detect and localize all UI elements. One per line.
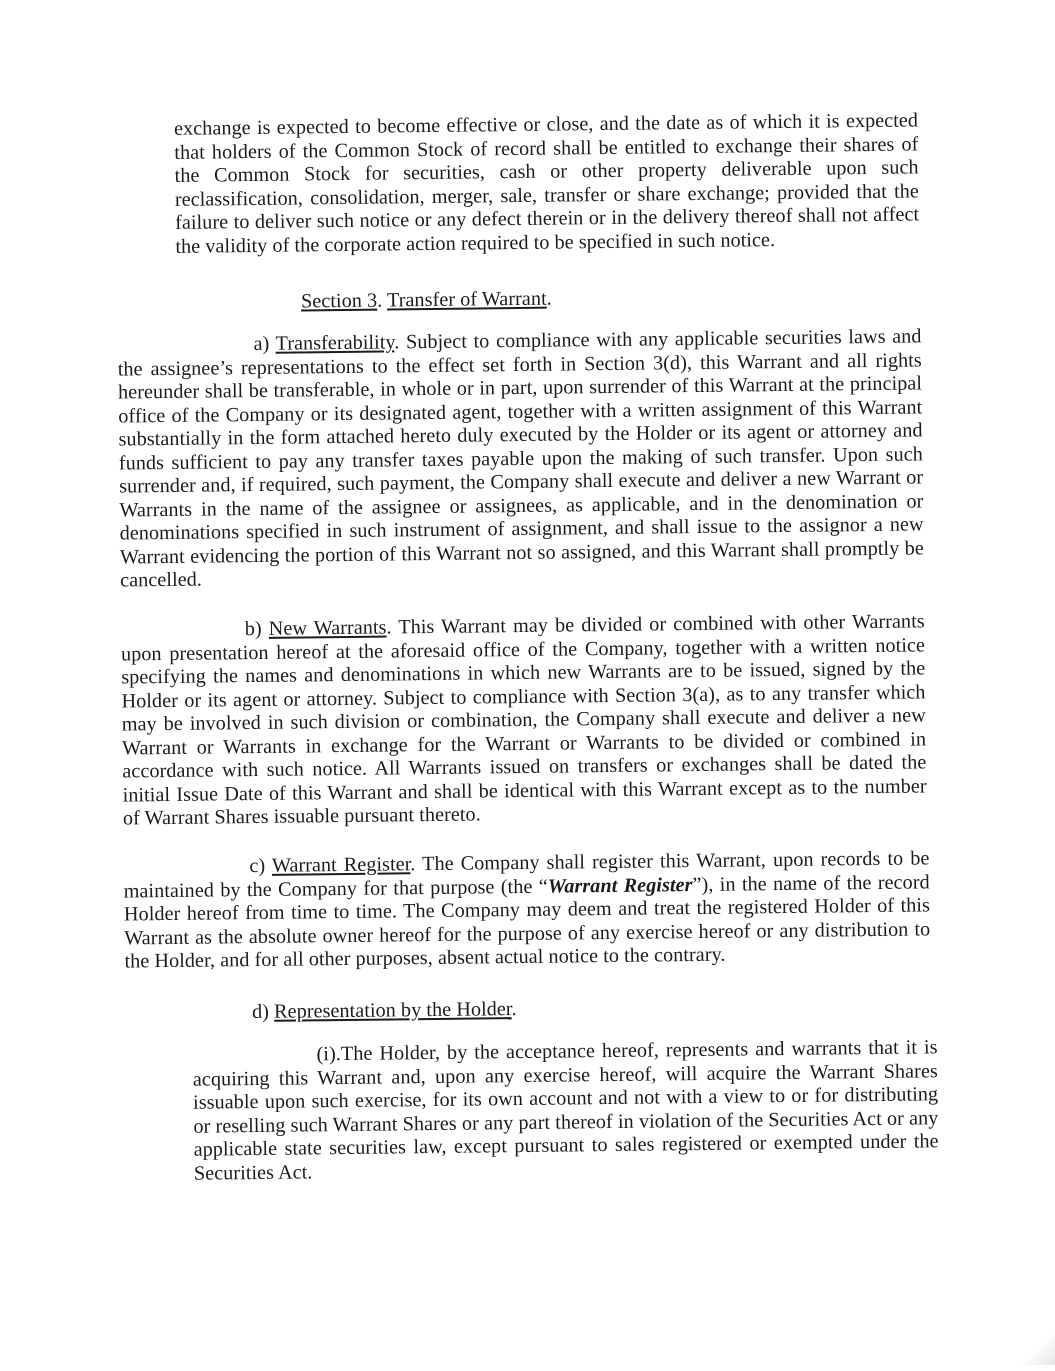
section-end: . [546, 287, 552, 310]
scan-corner-shadow [1015, 1325, 1055, 1365]
continuation-paragraph [174, 109, 920, 258]
paragraph-marker: (i). [316, 1043, 342, 1066]
section-number: Section 3 [300, 289, 378, 313]
paragraph-text: The Holder, by the acceptance hereof, represents and warrants that it is acquiring this Warrant and, upon any exercise hereof, will acquire the Warrant Shares issuable upon such exercise, for its own account and not with a view to or for distributing or reselling such Warrant Shares or any part thereof in violation of the Securities Act or any applicable state securities law, except pursuant to sales registered or exempted under the Securities Act. [192, 1036, 939, 1185]
paragraph-marker: d) [251, 1000, 275, 1024]
section-title: Transfer of Warrant [386, 287, 547, 312]
paragraph-heading: Transferability [275, 331, 395, 355]
paragraph-new-warrants [121, 610, 927, 831]
indent [193, 1060, 317, 1061]
paragraph-marker: c) [249, 854, 273, 878]
paragraph-representation-heading [252, 997, 652, 1025]
paragraph-heading: New Warrants [268, 616, 387, 640]
paragraph-marker: a) [253, 332, 276, 356]
paragraph-warrant-register [123, 847, 930, 974]
section-separator: . [377, 289, 388, 312]
paragraph-end: . [511, 998, 517, 1021]
paragraph-marker: b) [244, 617, 269, 641]
continuation-text: exchange is expected to become effective or close, and the date as of which it is expected that holders of the Common Stock of record shall be entitled to exchange their shares of the Common Stock for securities, cash or other property deliverable upon such reclassification, consolidation, merger, sale, transfer or share exchange; provided that the failure to deliver such notice or any defect therein or in the delivery thereof shall not affect the validity of the corporate action required to be specified in such notice. [173, 109, 920, 258]
paragraph-transferability [117, 325, 924, 593]
paragraph-text: ”), in the name of the record Holder hereof from time to time. The Company may deem and treat the registered Holder of this Warrant as the absolute owner hereof for the purpose of any exercise hereof or any distribution to the Holder, and for all other purposes, absent actual notice to the contrary. [123, 870, 931, 973]
section-heading [301, 286, 701, 314]
paragraph-text: . This Warrant may be divided or combined with other Warrants upon presentation hereof at the aforesaid office of the Company, together with a written notice specifying the names and denominations in which new Warrants are to be issued, signed by the Holder or its agent or attorney. Subject to compliance with Section 3(a), as to any transfer which may be involved in such division or combination, the Company shall execute and deliver a new Warrant or Warrants in exchange for the Warrant or Warrants to be divided or combined in accordance with such notice. All Warrants issued on transfers or exchanges shall be dated the initial Issue Date of this Warrant and shall be identical with this Warrant except as to the number of Warrant Shares issuable pursuant thereto. [120, 610, 927, 830]
indent [121, 635, 245, 636]
indent [118, 350, 254, 352]
paragraph-representation-i [192, 1036, 939, 1185]
indent [124, 872, 250, 873]
defined-term: Warrant Register [547, 873, 693, 898]
paragraph-heading: Representation by the Holder [273, 998, 512, 1023]
paragraph-text: . Subject to compliance with any applicable securities laws and the assignee’s representations to the effect set forth in Section 3(d), this Warrant and all rights hereunder shall be transferable, in whole or in part, upon surrender of this Warrant at the principal office of the Company or its designated agent, together with a written assignment of this Warrant substantially in the form attached hereto duly executed by the Holder or its agent or attorney and funds sufficient to pay any transfer taxes payable upon the making of such transfer. Upon such surrender and, if required, such payment, the Company shall execute and deliver a new Warrant or Warrants in the name of the assignee or assignees, as applicable, and in the denomination or denominations specified in such instrument of assignment, and shall issue to the assignor a new Warrant evidencing the portion of this Warrant not so assigned, and this Warrant shall promptly be cancelled. [117, 325, 924, 592]
paragraph-heading: Warrant Register [271, 853, 411, 877]
paragraph-text: . The Company shall register this Warrant, upon records to be maintained by the Company for that purpose (the “ [123, 847, 930, 903]
